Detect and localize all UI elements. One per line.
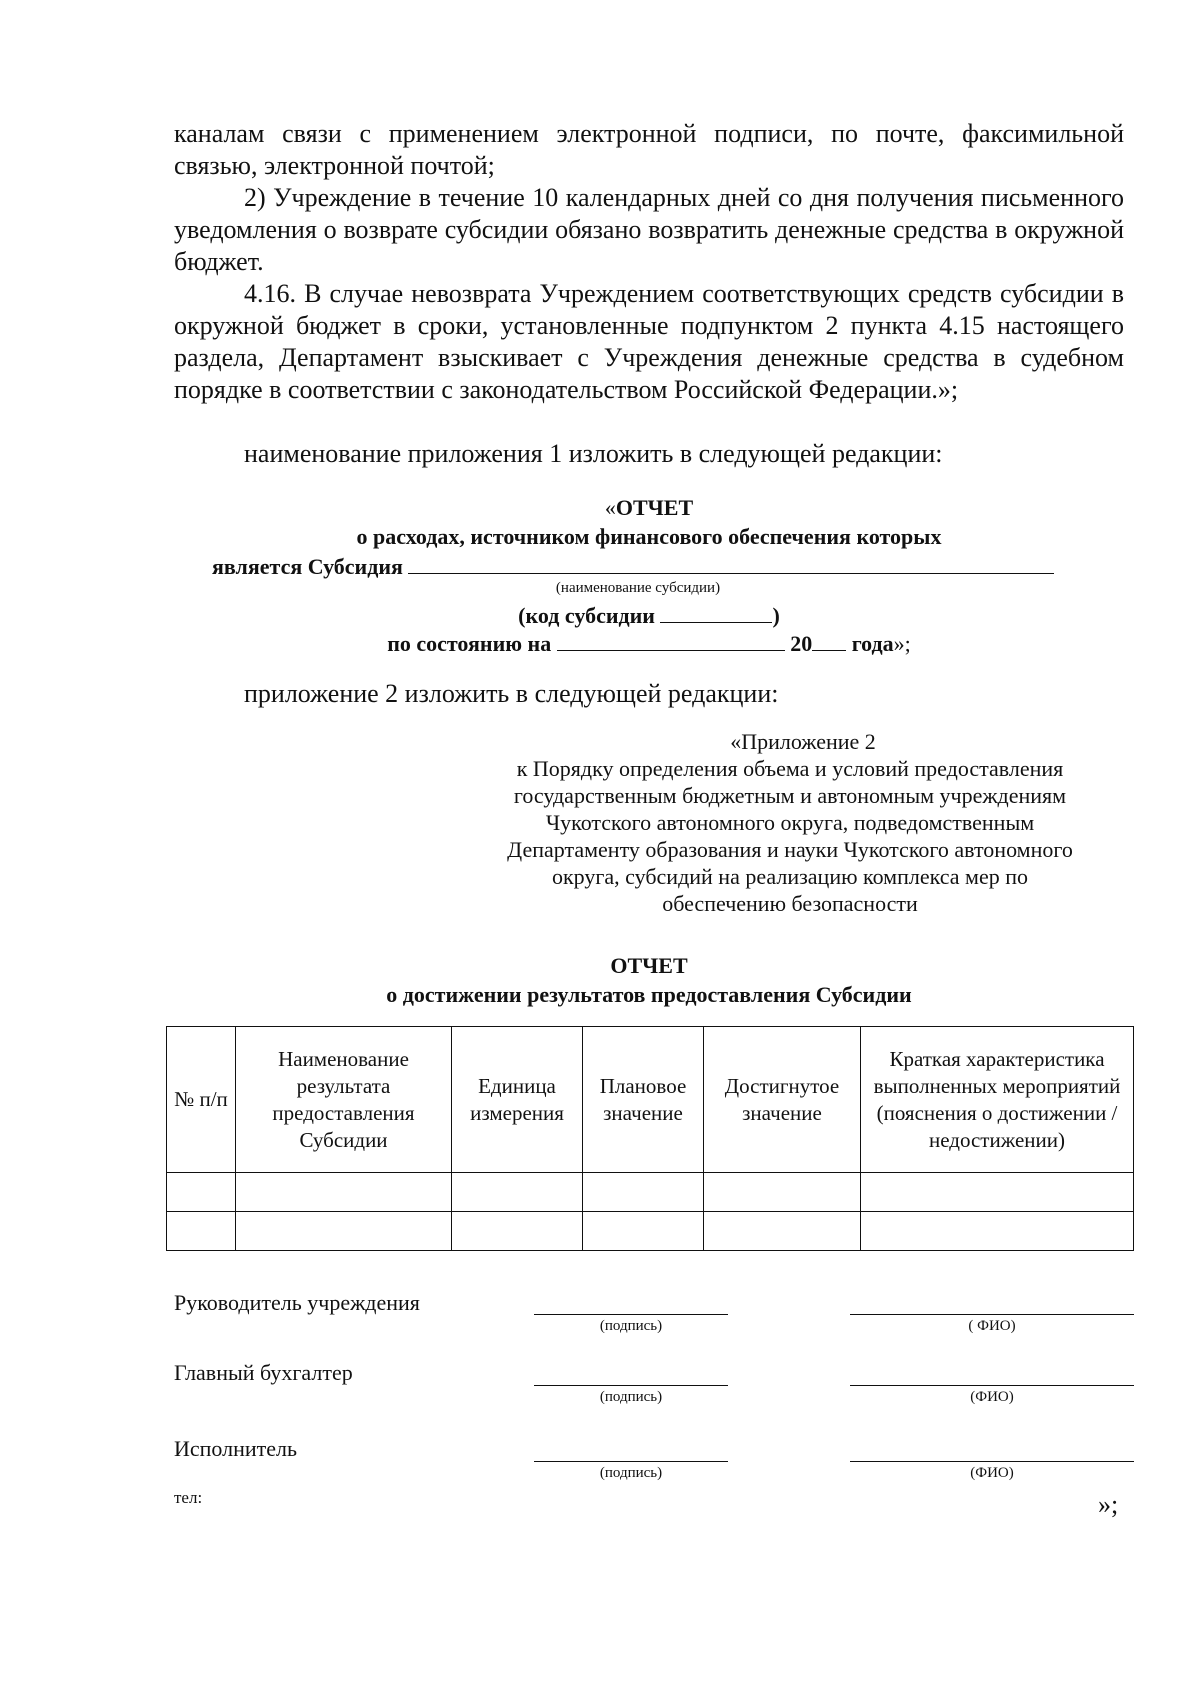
table-row — [167, 1212, 1134, 1251]
paragraph-1 — [174, 118, 1124, 182]
subsidy-code-line — [660, 600, 772, 623]
appendix-header — [470, 728, 1110, 917]
report-date-tail: »; — [893, 631, 911, 656]
table-cell[interactable] — [167, 1173, 236, 1212]
closing-quote: »; — [1098, 1490, 1119, 1519]
fio-line-head[interactable] — [850, 1314, 1134, 1315]
header-cell-planned: Плановое значение — [583, 1027, 704, 1173]
header-cell-unit: Единица измерения — [452, 1027, 583, 1173]
paragraph-3-text: 4.16. В случае невозврата Учреждением соответствующих средств субсидии в окружной бюджет в сроки, установленные подпунктом 2 пункта 4.15 настоящего раздела, Департамент взыскивает с Учреждения денежные средства в судебном порядке в соответствии с законодательством Российской Федерации.»; — [174, 279, 1124, 404]
results-table — [166, 1026, 1134, 1251]
table-cell[interactable] — [583, 1212, 704, 1251]
appendix-line-1: «Приложение 2 — [730, 729, 876, 754]
table-cell[interactable] — [704, 1173, 861, 1212]
signature-caption-accountant: (подпись) — [599, 1389, 663, 1405]
signature-line-executor[interactable] — [534, 1461, 728, 1462]
report-date-line — [557, 628, 785, 651]
appendix-line-6: округа, субсидий на реализацию комплекса мер по — [551, 864, 1029, 889]
fio-caption-accountant: (ФИО) — [970, 1389, 1014, 1405]
appendix-line-7: обеспечению безопасности — [662, 891, 918, 916]
paragraph-2-text: 2) Учреждение в течение 10 календарных дней со дня получения письменного уведомления о возврате субсидии обязано возвратить денежные средства в окружной бюджет. — [174, 183, 1124, 276]
header-cell-achieved: Достигнутое значение — [704, 1027, 861, 1173]
table-cell[interactable] — [861, 1212, 1134, 1251]
signature-label-accountant: Главный бухгалтер — [174, 1360, 353, 1385]
subsidy-code-suffix: ) — [772, 603, 780, 628]
fio-caption-executor: (ФИО) — [970, 1465, 1014, 1481]
appendix-line-3: государственным бюджетным и автономным учреждениям — [513, 783, 1067, 808]
paragraph-4-text: наименование приложения 1 изложить в следующей редакции: — [244, 439, 943, 468]
appendix-line-4: Чукотского автономного округа, подведомственным — [545, 810, 1035, 835]
table-cell[interactable] — [583, 1173, 704, 1212]
report1-line3 — [212, 551, 1054, 581]
report1-title — [174, 494, 1124, 522]
subsidy-name-line — [408, 551, 1054, 574]
table-cell[interactable] — [861, 1173, 1134, 1212]
header-cell-result-name: Наименование результата предоставления Субсидии — [236, 1027, 452, 1173]
signature-caption-executor: (подпись) — [599, 1465, 663, 1481]
report-date-suffix: года — [851, 631, 894, 656]
paragraph-4 — [244, 438, 943, 470]
paragraph-5-text: приложение 2 изложить в следующей редакции: — [244, 679, 779, 708]
table-cell[interactable] — [452, 1212, 583, 1251]
signature-label-executor: Исполнитель — [174, 1436, 298, 1461]
subsidy-name-caption-text: (наименование субсидии) — [555, 580, 721, 596]
signature-caption-head: (подпись) — [599, 1318, 663, 1334]
table-cell[interactable] — [236, 1173, 452, 1212]
fio-line-accountant[interactable] — [850, 1385, 1134, 1386]
report1-title-text: ОТЧЕТ — [615, 495, 694, 520]
paragraph-5 — [244, 678, 778, 710]
subsidy-code-prefix: (код субсидии — [518, 603, 655, 628]
table-cell[interactable] — [452, 1173, 583, 1212]
signature-line-accountant[interactable] — [534, 1385, 728, 1386]
appendix-line-5: Департаменту образования и науки Чукотского автономного — [507, 837, 1073, 862]
phone-label: тел: — [174, 1488, 203, 1507]
table-cell[interactable] — [704, 1212, 861, 1251]
report2-title — [174, 952, 1124, 980]
fio-line-executor[interactable] — [850, 1461, 1134, 1462]
table-cell[interactable] — [167, 1212, 236, 1251]
signature-line-head[interactable] — [534, 1314, 728, 1315]
report1-open-quote: « — [604, 495, 616, 520]
paragraph-1-text: каналам связи с применением электронной подписи, по почте, факсимильной связью, электронной почтой; — [174, 119, 1124, 180]
table-header-row — [167, 1027, 1134, 1173]
signature-label-head: Руководитель учреждения — [174, 1290, 420, 1315]
report2-subtitle — [174, 981, 1124, 1009]
appendix-line-2: к Порядку определения объема и условий предоставления — [516, 756, 1064, 781]
table-row — [167, 1173, 1134, 1212]
fio-caption-head: ( ФИО) — [968, 1318, 1016, 1334]
report1-line2 — [174, 523, 1124, 551]
header-cell-number: № п/п — [167, 1027, 236, 1173]
report-year-line — [812, 628, 846, 651]
report-date-prefix: по состоянию на — [387, 631, 552, 656]
report1-line3-text: является Субсидия — [212, 554, 403, 579]
report1-line2-text: о расходах, источником финансового обеспечения которых — [356, 524, 942, 549]
report-date-row — [174, 628, 1124, 658]
report-date-year: 20 — [790, 631, 813, 656]
subsidy-name-caption — [438, 580, 838, 597]
paragraph-2 — [174, 182, 1124, 278]
table-cell[interactable] — [236, 1212, 452, 1251]
paragraph-3 — [174, 278, 1124, 406]
report2-title-text: ОТЧЕТ — [610, 953, 688, 978]
subsidy-code-row — [174, 600, 1124, 630]
report2-subtitle-text: о достижении результатов предоставления Субсидии — [386, 982, 912, 1007]
header-cell-description: Краткая характеристика выполненных мероприятий (пояснения о достижении / недостижении) — [861, 1027, 1134, 1173]
